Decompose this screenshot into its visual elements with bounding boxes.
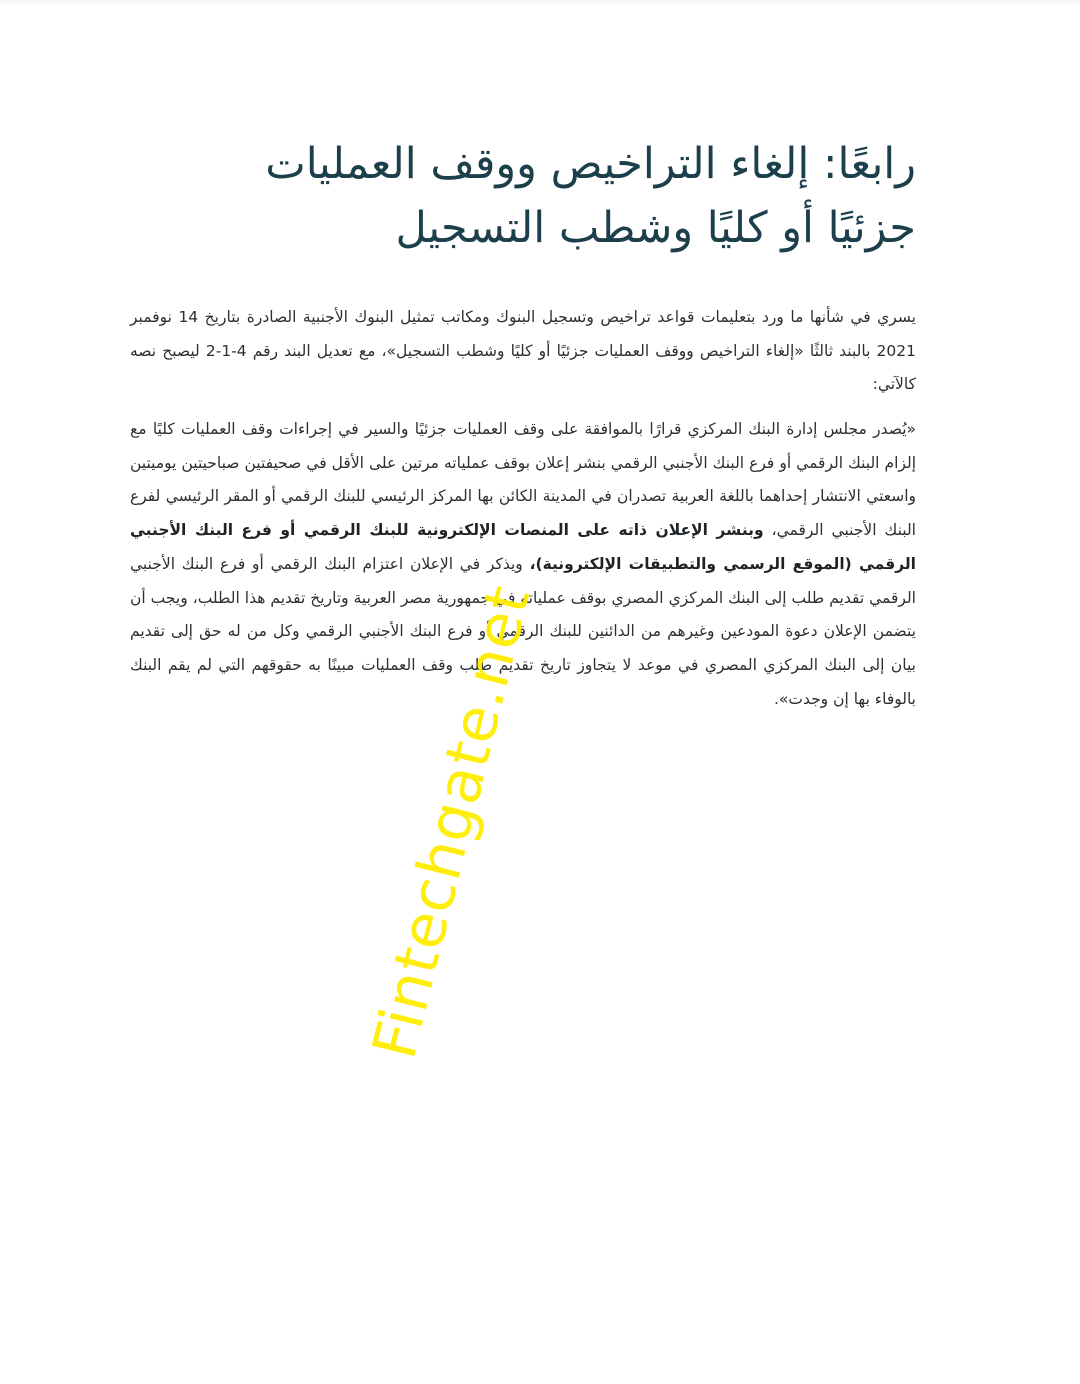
clause-text-part-2: ويذكر في الإعلان اعتزام البنك الرقمي أو فرع البنك الأجنبي الرقمي تقديم طلب إلى البنك المركزي المصري بوقف عملياته في جمهورية مصر العربية وتاريخ تقديم هذا الطلب، ويجب أن يتضمن الإعلان دعوة المودعين وغيرهم من الدائنين للبنك الرقمي أو فرع البنك الأجنبي الرقمي وكل من له حق إلى تقديم بيان إلى البنك المركزي المصري في موعد لا يتجاوز تاريخ تقديم طلب وقف العمليات مبينًا به حقوقهم التي لم يقم البنك بالوفاء بها إن وجدت».: [130, 554, 916, 708]
watermark-text: Fintechgate.net: [359, 578, 545, 1066]
intro-paragraph: يسري في شأنها ما ورد بتعليمات قواعد تراخيص وتسجيل البنوك ومكاتب تمثيل البنوك الأجنبية الصادرة بتاريخ 14 نوفمبر 2021 بالبند ثالثًا «إلغاء التراخيص ووقف العمليات جزئيًا أو كليًا وشطب التسجيل»، مع تعديل البند رقم 4-1-2 ليصبح نصه كالآتي:: [130, 308, 916, 394]
title-line-2: جزئيًا أو كليًا وشطب التسجيل: [395, 203, 916, 253]
clause-bold-text: وبنشر الإعلان ذاته على المنصات الإلكترونية للبنك الرقمي أو فرع البنك الأجنبي الرقمي (الموقع الرسمي والتطبيقات الإلكترونية)،: [130, 521, 916, 573]
title-line-1: رابعًا: إلغاء التراخيص ووقف العمليات: [265, 139, 916, 189]
page-top-edge: [0, 0, 1080, 6]
clause-text-part-1: «يُصدر مجلس إدارة البنك المركزي قرارًا بالموافقة على وقف العمليات جزئيًا والسير في إجراءات وقف العمليات كليًا مع إلزام البنك الرقمي أو فرع البنك الأجنبي الرقمي بنشر إعلان بوقف عملياته مرتين على الأقل في صحيفتين صباحيتين يوميتين واسعتي الانتشار إحداهما باللغة العربية تصدران في المدينة الكائن بها المركز الرئيسي للبنك الرقمي أو المقر الرئيسي لفرع البنك الأجنبي الرقمي،: [130, 420, 916, 540]
section-title: [176, 132, 916, 260]
